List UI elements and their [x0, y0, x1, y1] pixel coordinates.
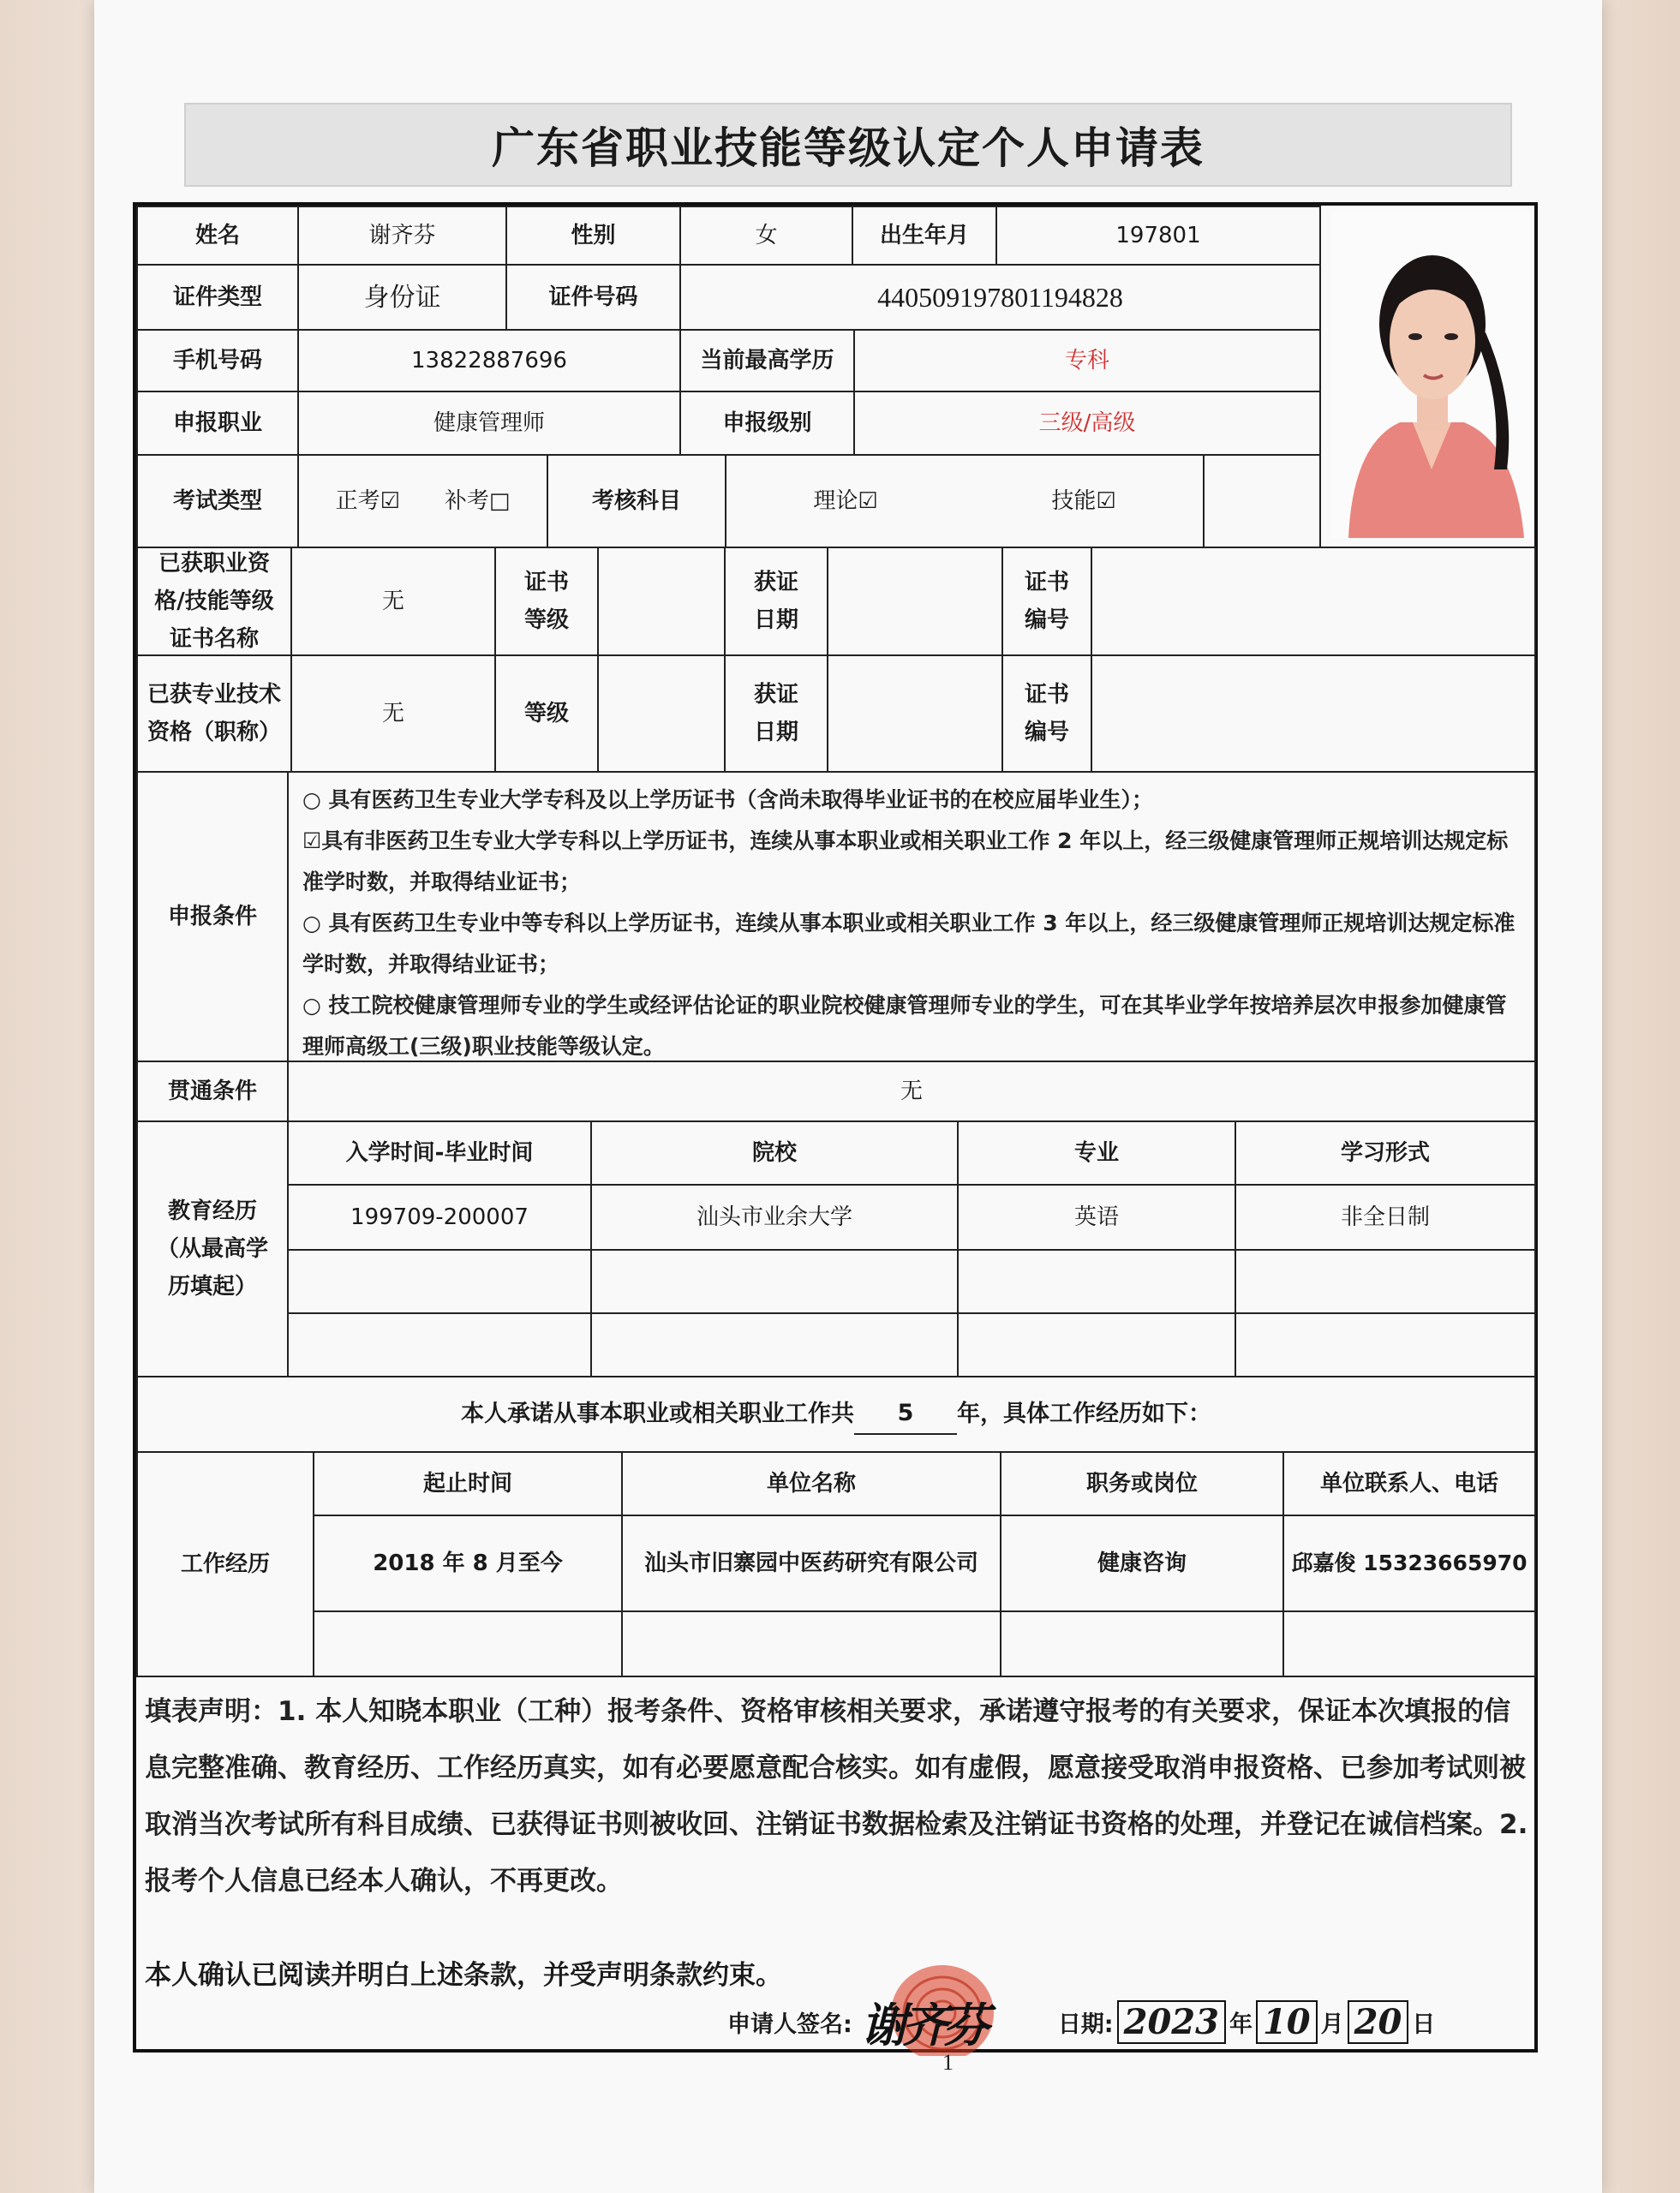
sign-day: 20 — [1348, 2000, 1409, 2044]
cert1-grade-value — [597, 547, 726, 656]
cert1-value: 无 — [290, 547, 496, 656]
page-number: 1 — [942, 2050, 954, 2075]
id-no-value: 440509197801194828 — [679, 264, 1321, 331]
cert2-date-label: 获证日期 — [724, 654, 828, 773]
phone-value: 13822887696 — [297, 329, 681, 392]
cert2-label: 已获专业技术资格（职称） — [136, 654, 292, 773]
subject-theory: 理论☑ — [813, 487, 878, 514]
edu-label: 当前最高学历 — [679, 329, 855, 392]
exam-type-value: 正考☑ 补考□ — [297, 454, 548, 548]
id-type-label: 证件类型 — [136, 264, 299, 331]
edu-empty-cell — [957, 1249, 1236, 1314]
phone-label: 手机号码 — [136, 329, 299, 392]
work-empty-cell — [1000, 1610, 1284, 1677]
gender-label: 性别 — [505, 206, 681, 266]
exam-type-label: 考试类型 — [136, 454, 299, 548]
month-unit: 月 — [1320, 2011, 1344, 2038]
condition-item: ○ 具有医药卫生专业大学专科及以上学历证书（含尚未取得毕业证书的在校应届毕业生）； — [302, 787, 1154, 812]
edu-header-major: 专业 — [957, 1120, 1236, 1186]
condition-item: ○ 具有医药卫生专业中等专科以上学历证书，连续从事本职业或相关职业工作 3 年以上，经三级健康管理师正规培训达规定标准学时数，并取得结业证书； — [302, 911, 1516, 977]
applicant-photo — [1331, 212, 1533, 538]
subject-skill: 技能☑ — [1051, 487, 1116, 514]
through-value: 无 — [287, 1061, 1536, 1122]
edu-value: 专科 — [853, 329, 1321, 392]
job-label: 申报职业 — [136, 391, 299, 456]
edu-row-school: 汕头市业余大学 — [590, 1184, 959, 1251]
subject-label: 考核科目 — [547, 454, 726, 548]
date-label: 日期: — [1057, 2011, 1114, 2038]
work-row-time: 2018 年 8 月至今 — [313, 1515, 623, 1612]
cert2-no-value — [1091, 654, 1536, 773]
sign-month: 10 — [1256, 2000, 1318, 2044]
subject-options — [725, 454, 1205, 548]
edu-empty-cell — [1235, 1249, 1536, 1314]
work-header-company: 单位名称 — [621, 1451, 1001, 1516]
cert1-no-value — [1091, 547, 1536, 656]
signature-row — [727, 1996, 1436, 2053]
edu-header-time: 入学时间-毕业时间 — [287, 1120, 592, 1186]
education-label: 教育经历（从最高学历填起） — [136, 1120, 289, 1377]
conditions-list — [287, 771, 1536, 1062]
edu-empty-cell — [590, 1312, 959, 1377]
cert1-date-label: 获证日期 — [724, 547, 828, 656]
edu-row-time: 199709-200007 — [287, 1184, 592, 1251]
cert2-date-value — [827, 654, 1003, 773]
photo-frame-bottom — [1203, 454, 1321, 548]
cert2-grade-label: 等级 — [494, 654, 599, 773]
day-unit: 日 — [1412, 2011, 1436, 2038]
handwritten-signature: 谢齐芬 — [860, 1998, 984, 2053]
name-label: 姓名 — [136, 206, 299, 266]
through-label: 贯通条件 — [136, 1061, 289, 1122]
work-row-position: 健康咨询 — [1000, 1515, 1284, 1612]
form-title: 广东省职业技能等级认定个人申请表 — [184, 103, 1512, 187]
cert2-no-label: 证书编号 — [1001, 654, 1092, 773]
commit-years: 5 — [854, 1394, 957, 1435]
commit-prefix: 本人承诺从事本职业或相关职业工作共 — [461, 1401, 854, 1428]
birth-label: 出生年月 — [852, 206, 997, 266]
work-label: 工作经历 — [136, 1451, 314, 1677]
sign-year: 2023 — [1117, 2000, 1226, 2044]
edu-empty-cell — [287, 1249, 592, 1314]
condition-item: ☑具有非医药卫生专业大学专科以上学历证书，连续从事本职业或相关职业工作 2 年以上，经三级健康管理师正规培训达规定标准学时数，并取得结业证书； — [302, 828, 1509, 894]
work-commitment — [136, 1376, 1536, 1453]
cert1-date-value — [827, 547, 1003, 656]
paper-sheet — [94, 0, 1602, 2193]
name-value: 谢齐芬 — [297, 206, 507, 266]
edu-empty-cell — [590, 1249, 959, 1314]
gender-value: 女 — [679, 206, 853, 266]
application-form — [133, 202, 1538, 2053]
cert2-value: 无 — [290, 654, 496, 773]
declaration-text: 填表声明：1. 本人知晓本职业（工种）报考条件、资格审核相关要求，承诺遵守报考的有关要求，保证本次填报的信息完整准确、教育经历、工作经历真实，如有必要愿意配合核实。如有虚假，愿意接受取消申报资格、已参加考试则被取消当次考试所有科目成绩、已获得证书则被收回、注销证书数据检索及注销证书资格的处理，并登记在诚信档案。2. 报考个人信息已经本人确认，不再更改。 — [145, 1696, 1528, 1897]
id-type-value: 身份证 — [297, 264, 507, 331]
cert2-grade-value — [597, 654, 726, 773]
level-value: 三级/高级 — [853, 391, 1321, 456]
edu-header-mode: 学习形式 — [1235, 1120, 1536, 1186]
signature-area — [852, 1996, 1058, 2053]
work-empty-cell — [621, 1610, 1001, 1677]
edu-empty-cell — [287, 1312, 592, 1377]
edu-empty-cell — [1235, 1312, 1536, 1377]
condition-item: ○ 技工院校健康管理师专业的学生或经评估论证的职业院校健康管理师专业的学生，可在其毕业学年按培养层次申报参加健康管理师高级工(三级)职业技能等级认定。 — [302, 993, 1507, 1059]
level-label: 申报级别 — [679, 391, 855, 456]
conditions-label: 申报条件 — [136, 771, 289, 1062]
work-header-position: 职务或岗位 — [1000, 1451, 1284, 1516]
work-empty-cell — [1282, 1610, 1536, 1677]
work-empty-cell — [313, 1610, 623, 1677]
job-value: 健康管理师 — [297, 391, 681, 456]
commit-suffix: 年，具体工作经历如下： — [957, 1401, 1211, 1428]
cert1-no-label: 证书编号 — [1001, 547, 1092, 656]
work-row-company: 汕头市旧寨园中医药研究有限公司 — [621, 1515, 1001, 1612]
edu-empty-cell — [957, 1312, 1236, 1377]
cert1-label: 已获职业资格/技能等级证书名称 — [136, 547, 292, 656]
work-header-contact: 单位联系人、电话 — [1282, 1451, 1536, 1516]
birth-value: 197801 — [995, 206, 1321, 266]
work-header-time: 起止时间 — [313, 1451, 623, 1516]
edu-row-major: 英语 — [957, 1184, 1236, 1251]
sign-label: 申请人签名: — [727, 2011, 852, 2038]
confirm-text: 本人确认已阅读并明白上述条款，并受声明条款约束。 — [145, 1960, 782, 1991]
cert1-grade-label: 证书等级 — [494, 547, 599, 656]
id-no-label: 证件号码 — [505, 264, 681, 331]
year-unit: 年 — [1229, 2011, 1253, 2038]
edu-row-mode: 非全日制 — [1235, 1184, 1536, 1251]
work-row-contact: 邱嘉俊 15323665970 — [1282, 1515, 1536, 1612]
edu-header-school: 院校 — [590, 1120, 959, 1186]
